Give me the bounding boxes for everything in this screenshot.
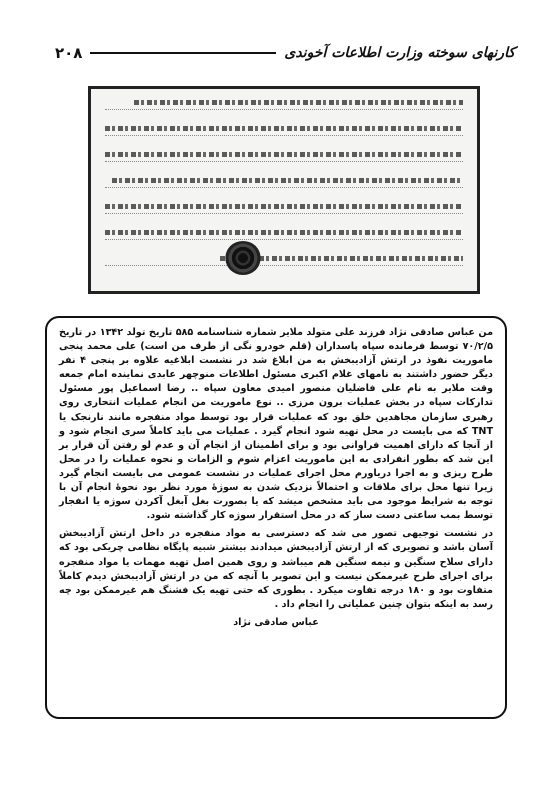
page-number: ۲۰۸ [55, 44, 83, 62]
handwritten-lines [105, 97, 463, 279]
handwritten-letter-scan [88, 86, 480, 294]
fingerprint-mark [225, 241, 261, 275]
handwritten-line [105, 175, 463, 188]
transcription-box [45, 316, 507, 719]
handwritten-line [105, 97, 463, 110]
paragraph-1: من عباس صادقی نژاد فرزند علی متولد ملایر شماره شناسنامه ۵۸۵ تاریخ تولد ۱۳۴۲ در تاریخ ۷۰/۲/۵ توسط فرمانده سپاه پاسداران (قلم خودرو نگی از طرف من است) علی محمد پنجی ماموریت نفوذ در ارتش آزادیبخش به من ابلاغ شد در نشست ابلاغیه علاوه بر پنجی ۴ نفر دیگر حضور داشتند به نامهای غلام اکبری مسئول اطلاعات منوچهر عابدی نماینده امام جمعه وقت ملایر به نام علی فاضلیان منصور امیدی معاون سپاه .. رضا اسماعیل پور مسئول تدارکات سپاه در بخش عملیات برون مرزی .. نوع ماموریت من انجام عملیات انتحاری روی رهبری سازمان مجاهدین خلق بود که عملیات قرار بود توسط مواد منفجره مانند نارنجک یا TNT که می بایست در محل تهیه شود انجام گیرد . عملیات می باید کاملاً سری انجام شود و از آنجا که دارای اهمیت فراوانی بود و برای اطمینان از انجام آن و عدم لو رفتن آن قرار بر این شد که بطور انفرادی به این ماموریت اعزام شوم و الزامات و نحوه عملیات را در محل طرح ریزی و به اجرا دریاورم محل اجرای عملیات در نشست عمومی می بایست انجام گیرد زیرا تنها محل برای ملاقات و احتمالاً نزدیک شدن به سوژهٔ مورد نظر بود نحوهٔ انجام آن با توجه به شرایط موجود می باید مشخص میشد که یا بصورت بغل آبغل آکردن سوژه یا انفجار توسط بمب ساعتی دست ساز که در محل استقرار سوژه کار گذاشته شود. [59, 327, 494, 522]
handwritten-line [105, 149, 463, 162]
handwritten-line [105, 253, 463, 266]
handwritten-line [105, 227, 463, 240]
header-rule [90, 52, 276, 54]
handwritten-line [105, 201, 463, 214]
page-header [55, 42, 515, 64]
signature-name: عباس صادقی نژاد [233, 616, 319, 628]
paragraph-2: در نشست توجیهی تصور می شد که دسترسی به مواد منفجره در داخل ارتش آزادیبخش آسان باشد و تصویری که از ارتش آزادیبخش میدادند بیشتر شبیه پایگاه نظامی چریکی بود که دارای سلاح سنگین و نیمه سنگین هم میباشد و روی همین اصل تهیه مهمات یا مواد منفجره برای اجرای طرح غیرممکن نیست و این تصویر با آنچه که من در ارتش آزادیبخش دیدم کاملاً متفاوت بود و ۱۸۰ درجه تفاوت میکرد . بطوری که حتی تهیه یک فشنگ هم غیرممکن بود چه رسد به اینکه بتوان چنین عملیاتی را انجام داد . [59, 528, 493, 610]
running-title: کارنهای سوخته وزارت اطلاعات آخوندی [284, 45, 515, 61]
handwritten-line [105, 123, 463, 136]
